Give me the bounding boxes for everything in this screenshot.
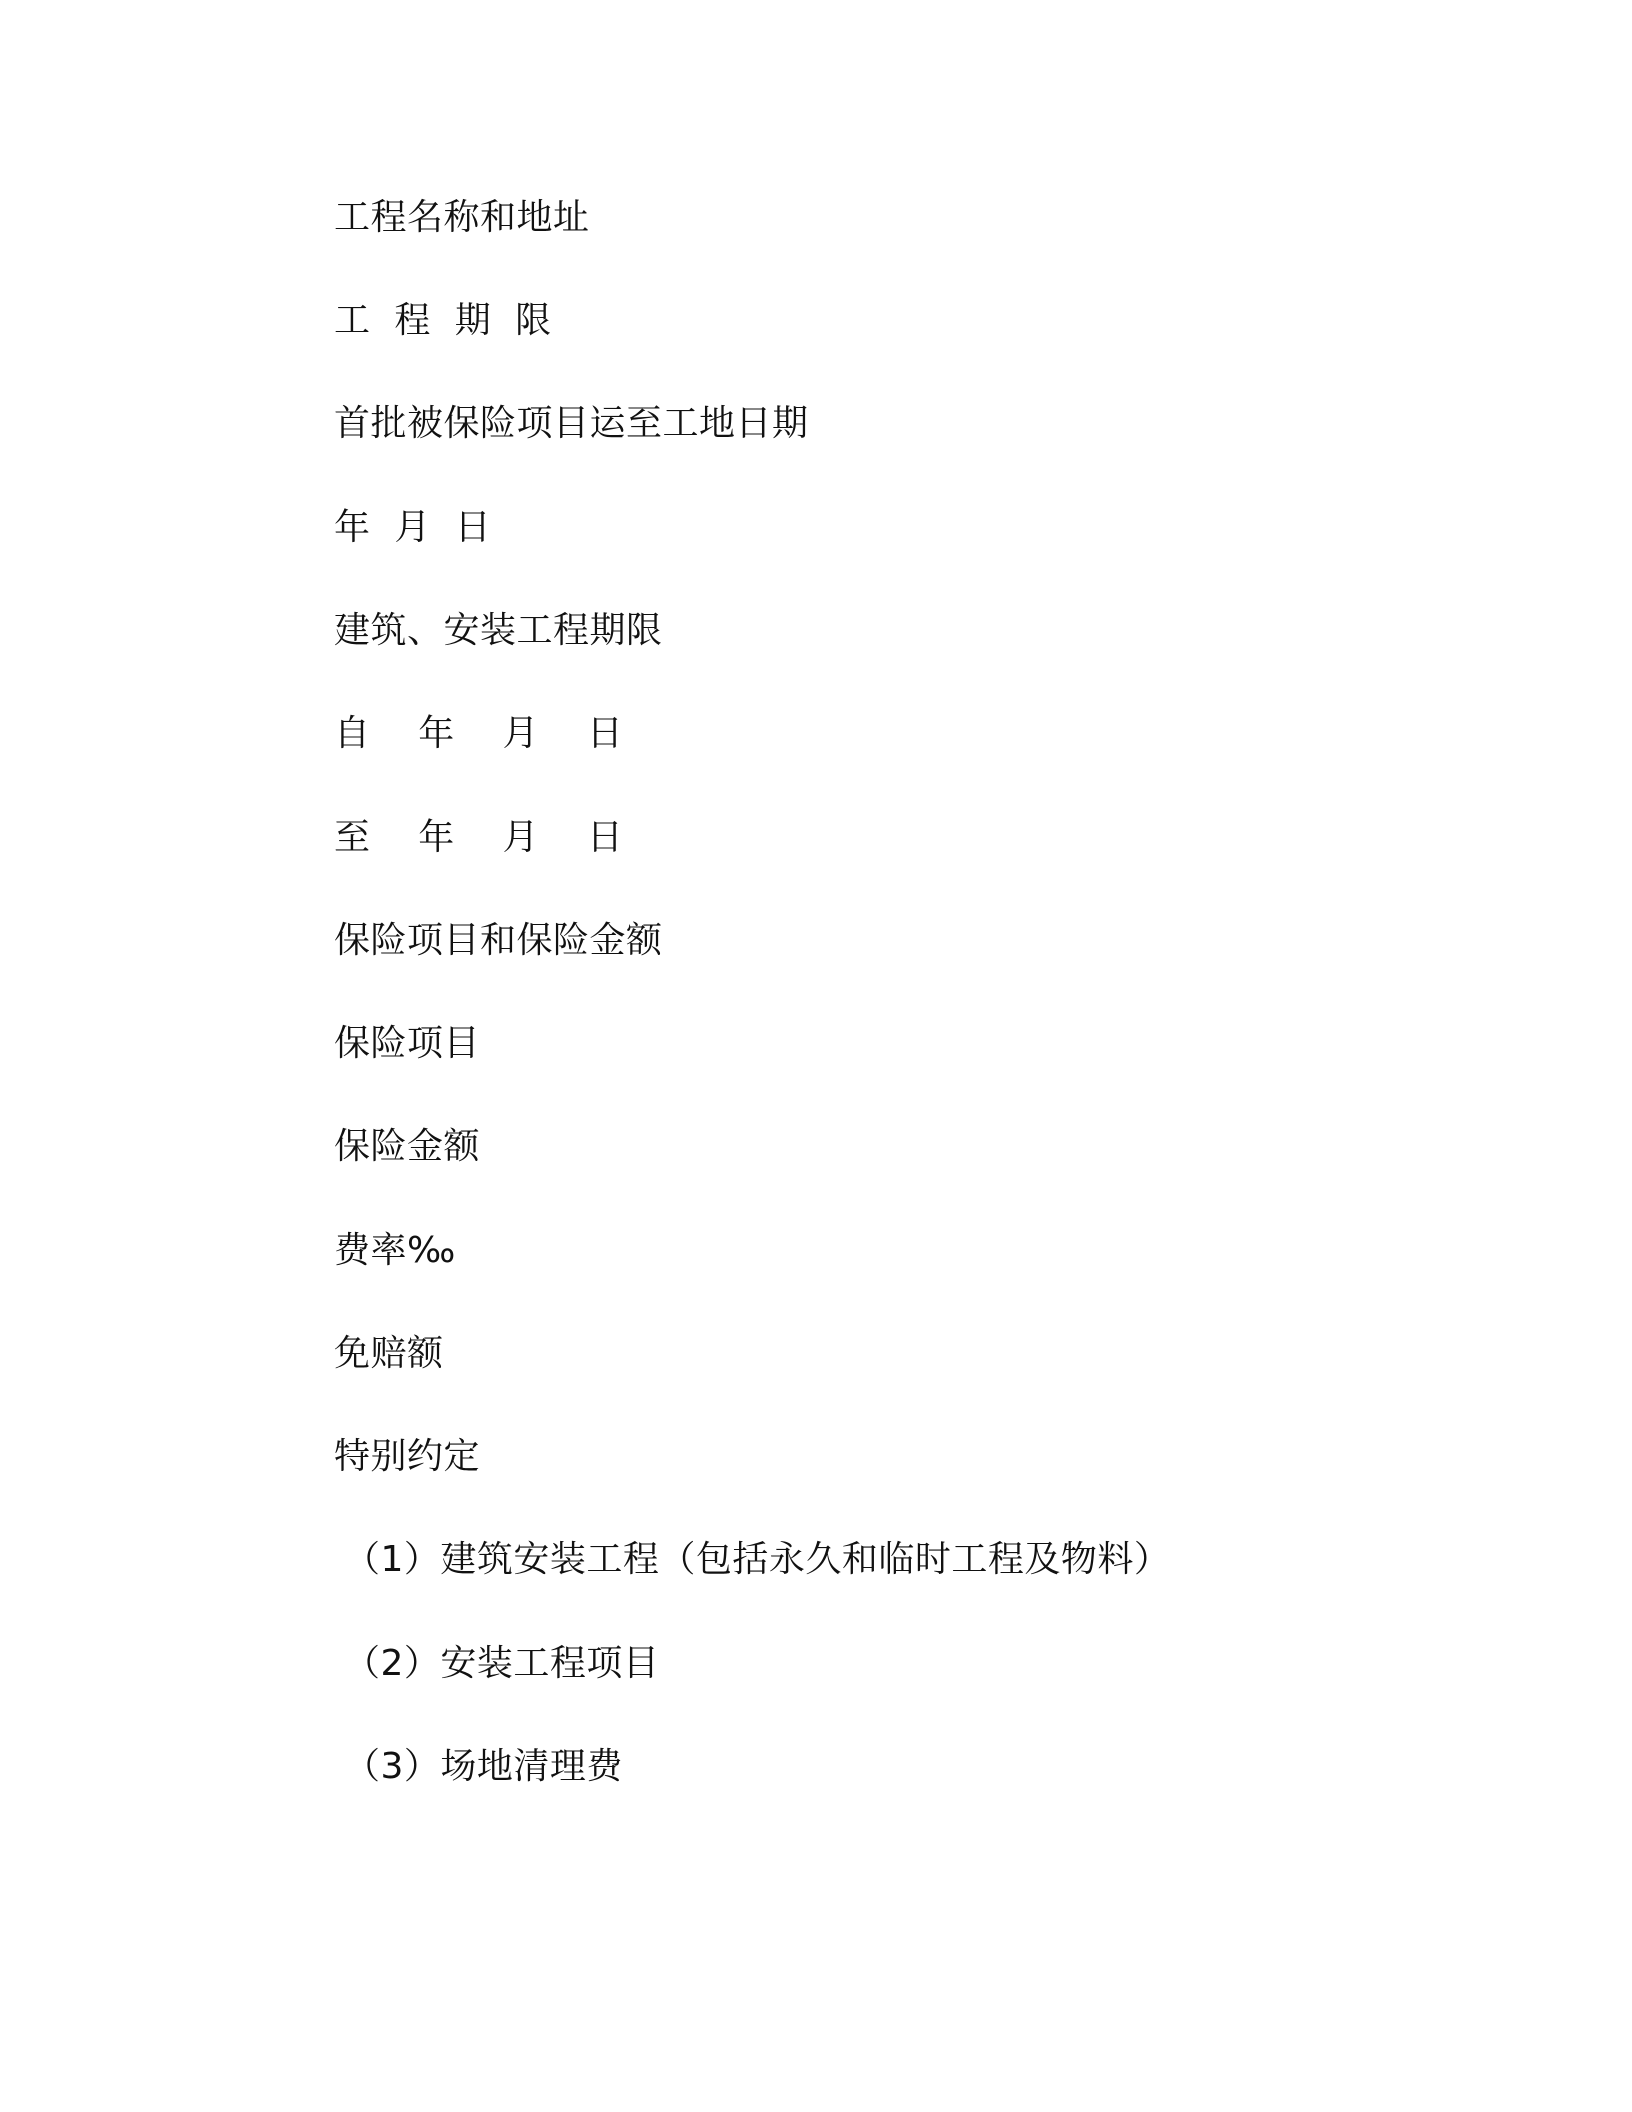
insured-amount-label: 保险金额 xyxy=(334,1126,481,1167)
first-delivery-date-label: 首批被保险项目运至工地日期 xyxy=(334,403,809,444)
insured-items-label: 保险项目 xyxy=(334,1023,481,1064)
period-from-line: 自 年 月 日 xyxy=(334,713,624,754)
insured-items-amount-label: 保险项目和保险金额 xyxy=(334,920,663,961)
list-item: （1）建筑安装工程（包括永久和临时工程及物料） xyxy=(344,1539,1171,1580)
deductible-label: 免赔额 xyxy=(334,1333,444,1374)
special-terms-label: 特别约定 xyxy=(334,1436,481,1477)
project-period-label: 工 程 期 限 xyxy=(334,300,552,341)
list-item: （2）安装工程项目 xyxy=(344,1643,660,1684)
construction-period-label: 建筑、安装工程期限 xyxy=(334,610,663,651)
list-item: （3）场地清理费 xyxy=(344,1746,623,1787)
project-name-address-label: 工程名称和地址 xyxy=(334,197,590,238)
rate-label: 费率‰ xyxy=(334,1230,456,1271)
period-to-line: 至 年 月 日 xyxy=(334,817,624,858)
date-placeholder: 年 月 日 xyxy=(334,507,492,548)
